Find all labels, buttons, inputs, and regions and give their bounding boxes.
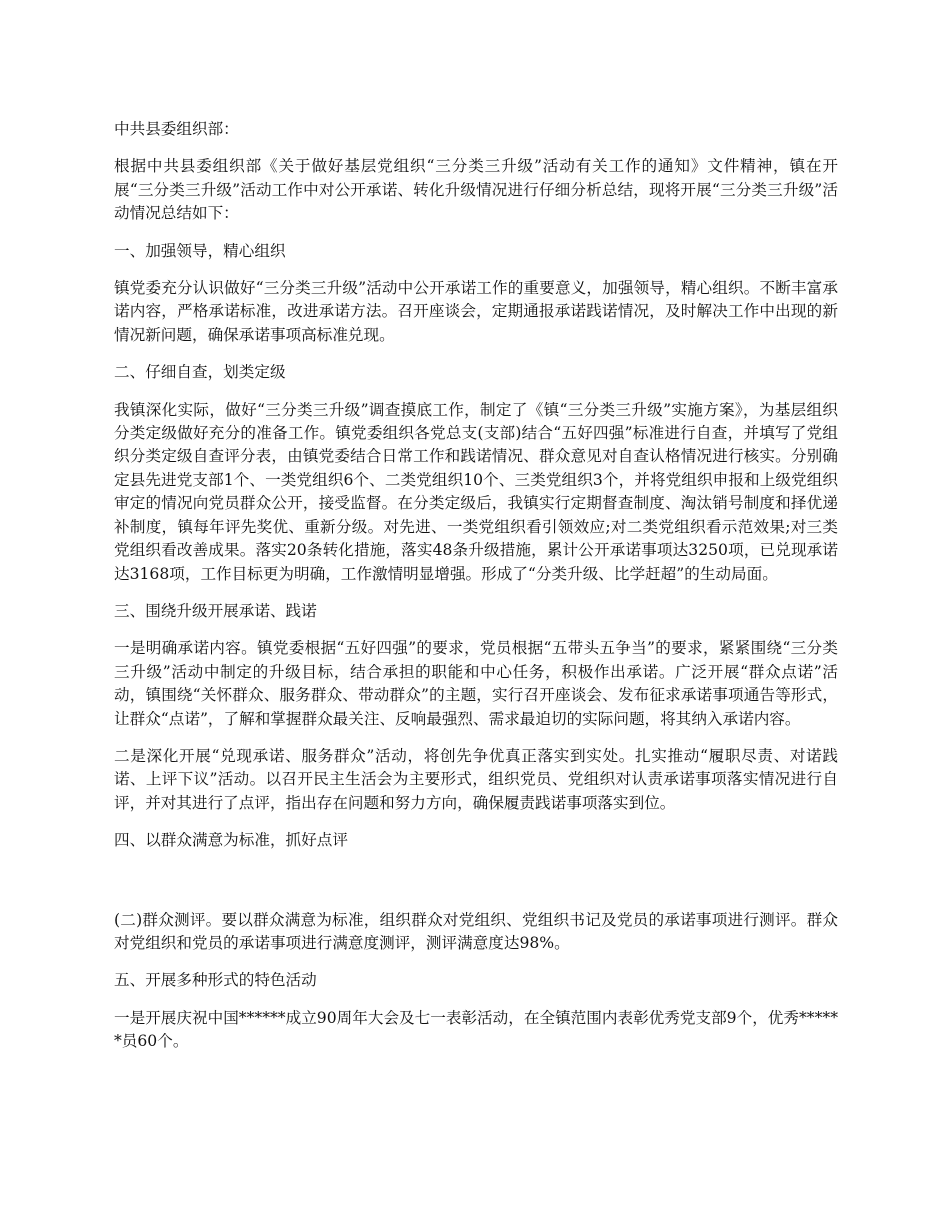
section-4-paragraph: (二)群众测评。要以群众满意为标准，组织群众对党组织、党组织书记及党员的承诺事项进行测评。群众对党组织和党员的承诺事项进行满意度测评，测评满意度达98%。 (114, 910, 838, 952)
section-5-paragraph: 一是开展庆祝中国******成立90周年大会及七一表彰活动，在全镇范围内表彰优秀党支部9个，优秀******员60个。 (114, 1008, 838, 1051)
document-page (114, 118, 838, 1068)
section-3-paragraph-1: 一是明确承诺内容。镇党委根据“五好四强”的要求，党员根据“五带头五争当”的要求，紧紧围绕“三分类三升级”活动中制定的升级目标，结合承担的职能和中心任务，积极作出承诺。广泛开展“群众点诺”活动，镇围绕“关怀群众、服务群众、带动群众”的主题，实行召开座谈会、发布征求承诺事项通告等形式，让群众“点诺”，了解和掌握群众最关注、反响最强烈、需求最迫切的实际问题，将其纳入承诺内容。 (114, 639, 838, 728)
section-3-paragraph-2: 二是深化开展“兑现承诺、服务群众”活动，将创先争优真正落实到实处。扎实推动“履职尽责、对诺践诺、上评下议”活动。以召开民主生活会为主要形式，组织党员、党组织对认责承诺事项落实情况进行自评，并对其进行了点评，指出存在问题和努力方向，确保履责践诺事项落实到位。 (114, 746, 838, 812)
intro-paragraph: 根据中共县委组织部《关于做好基层党组织“三分类三升级”活动有关工作的通知》文件精神，镇在开展“三分类三升级”活动工作中对公开承诺、转化升级情况进行仔细分析总结，现将开展“三分类三升级”活动情况总结如下： (114, 157, 838, 223)
section-heading-2: 二、仔细自查，划类定级 (114, 363, 286, 382)
section-2-paragraph: 我镇深化实际，做好“三分类三升级”调查摸底工作，制定了《镇“三分类三升级”实施方案》，为基层组织分类定级做好充分的准备工作。镇党委组织各党总支(支部)结合“五好四强”标准进行自查，并填写了党组织分类定级自查评分表，由镇党委结合日常工作和践诺情况、群众意见对自查认格情况进行核实。分别确定县先进党支部1个、一类党组织6个、二类党组织10个、三类党组织3个，并将党组织申报和上级党组织审定的情况向党员群众公开，接受监督。在分类定级后，我镇实行定期督查制度、淘汰销号制度和择优递补制度，镇每年评先奖优、重新分级。对先进、一类党组织看引领效应;对二类党组织看示范效果;对三类党组织看改善成果。落实20条转化措施，落实48条升级措施，累计公开承诺事项达3250项，已兑现承诺达3168项，工作目标更为明确，工作激情明显增强。形成了“分类升级、比学赶超”的生动局面。 (114, 400, 838, 583)
section-heading-1: 一、加强领导，精心组织 (114, 241, 286, 260)
blank-gap (114, 867, 838, 909)
section-heading-5: 五、开展多种形式的特色活动 (114, 971, 317, 990)
salutation: 中共县委组织部： (114, 120, 239, 138)
section-heading-4: 四、以群众满意为标准，抓好点评 (114, 831, 348, 850)
section-heading-3: 三、围绕升级开展承诺、践诺 (114, 601, 317, 620)
section-1-paragraph: 镇党委充分认识做好“三分类三升级”活动中公开承诺工作的重要意义，加强领导，精心组织。不断丰富承诺内容，严格承诺标准，改进承诺方法。召开座谈会，定期通报承诺践诺情况，及时解决工作中出现的新情况新问题，确保承诺事项高标准兑现。 (114, 279, 838, 344)
